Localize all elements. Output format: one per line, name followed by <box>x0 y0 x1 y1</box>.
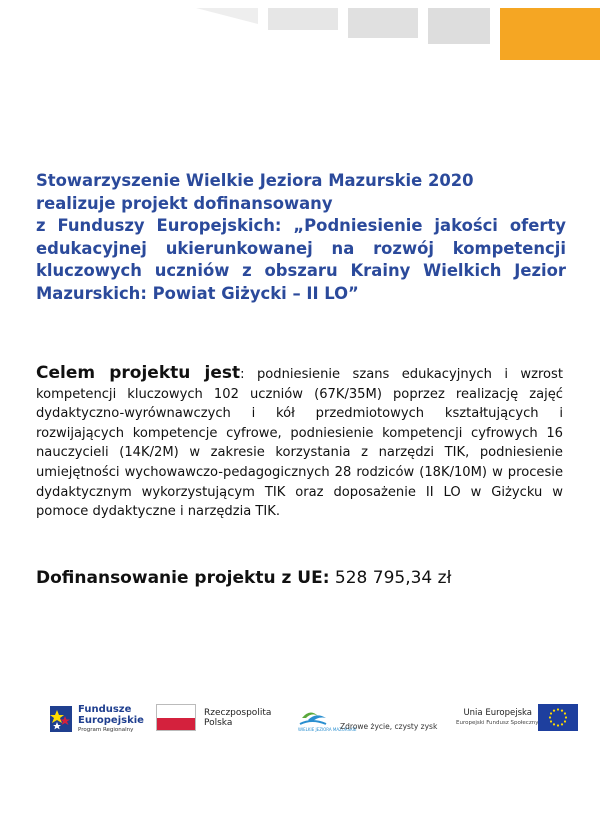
eu-flag-icon <box>538 704 578 731</box>
fe-sub: Program Regionalny <box>78 727 134 733</box>
title-line: kluczowych uczniów z obszaru Krainy Wielkich Jezior <box>36 261 566 280</box>
title-line: z Funduszy Europejskich: „Podniesienie jakości oferty <box>36 216 566 235</box>
title-line: realizuje projekt dofinansowany <box>36 193 333 213</box>
title-line: Mazurskich: Powiat Giżycki – II LO” <box>36 283 359 303</box>
project-goal-paragraph <box>36 364 563 522</box>
fe-text <box>78 704 144 735</box>
wjm-small-text: WIELKIE JEZIORA MAZURSKIE <box>298 727 357 732</box>
rp-line1: Rzeczpospolita <box>204 708 272 718</box>
logos-bar <box>0 690 600 750</box>
funding-line <box>36 568 576 588</box>
rp-line2: Polska <box>204 718 233 728</box>
fe-line1: Fundusze <box>78 704 132 715</box>
funding-label: Dofinansowanie projektu z UE: <box>36 568 330 588</box>
funding-amount: 528 795,34 zł <box>329 568 452 588</box>
project-title <box>36 170 566 305</box>
ue-line1: Unia Europejska <box>463 708 532 718</box>
goal-lead: Celem projektu jest <box>36 363 241 383</box>
fe-stars-icon <box>48 704 74 734</box>
title-line: edukacyjnej ukierunkowanej na rozwój kompetencji <box>36 238 566 258</box>
ue-sub: Europejski Fundusz Społeczny <box>456 720 539 726</box>
top-decorative-bar <box>0 0 600 60</box>
title-line: Stowarzyszenie Wielkie Jeziora Mazurskie 2020 <box>36 171 474 190</box>
wjm-slogan: Zdrowe życie, czysty zysk <box>340 722 438 731</box>
rp-text <box>204 708 271 728</box>
polish-flag-icon <box>156 704 196 731</box>
wjm-emblem-icon <box>296 704 357 738</box>
fe-line2: Europejskie <box>78 715 144 726</box>
ue-text <box>456 708 539 728</box>
goal-text: : podniesienie szans edukacyjnych i wzrost kompetencji kluczowych 102 uczniów (67K/35M) poprzez realizację zajęć dydaktyczno-wyrównawczych i kół przedmiotowych kształtujących i rozwijających kompetencje cyfrowe, podniesienie kompetencji cyfrowych 16 nauczycieli (14K/2M) w zakresie korzystania z narzędzi TIK, podniesienie umiejętności wychowawczo-pedagogicznych 28 rodziców (18K/10M) w procesie dydaktycznym wykorzystującym TIK oraz doposażenie II LO w Giżycku w pomoce dydaktyczne i narzędzia TIK. <box>36 367 564 520</box>
